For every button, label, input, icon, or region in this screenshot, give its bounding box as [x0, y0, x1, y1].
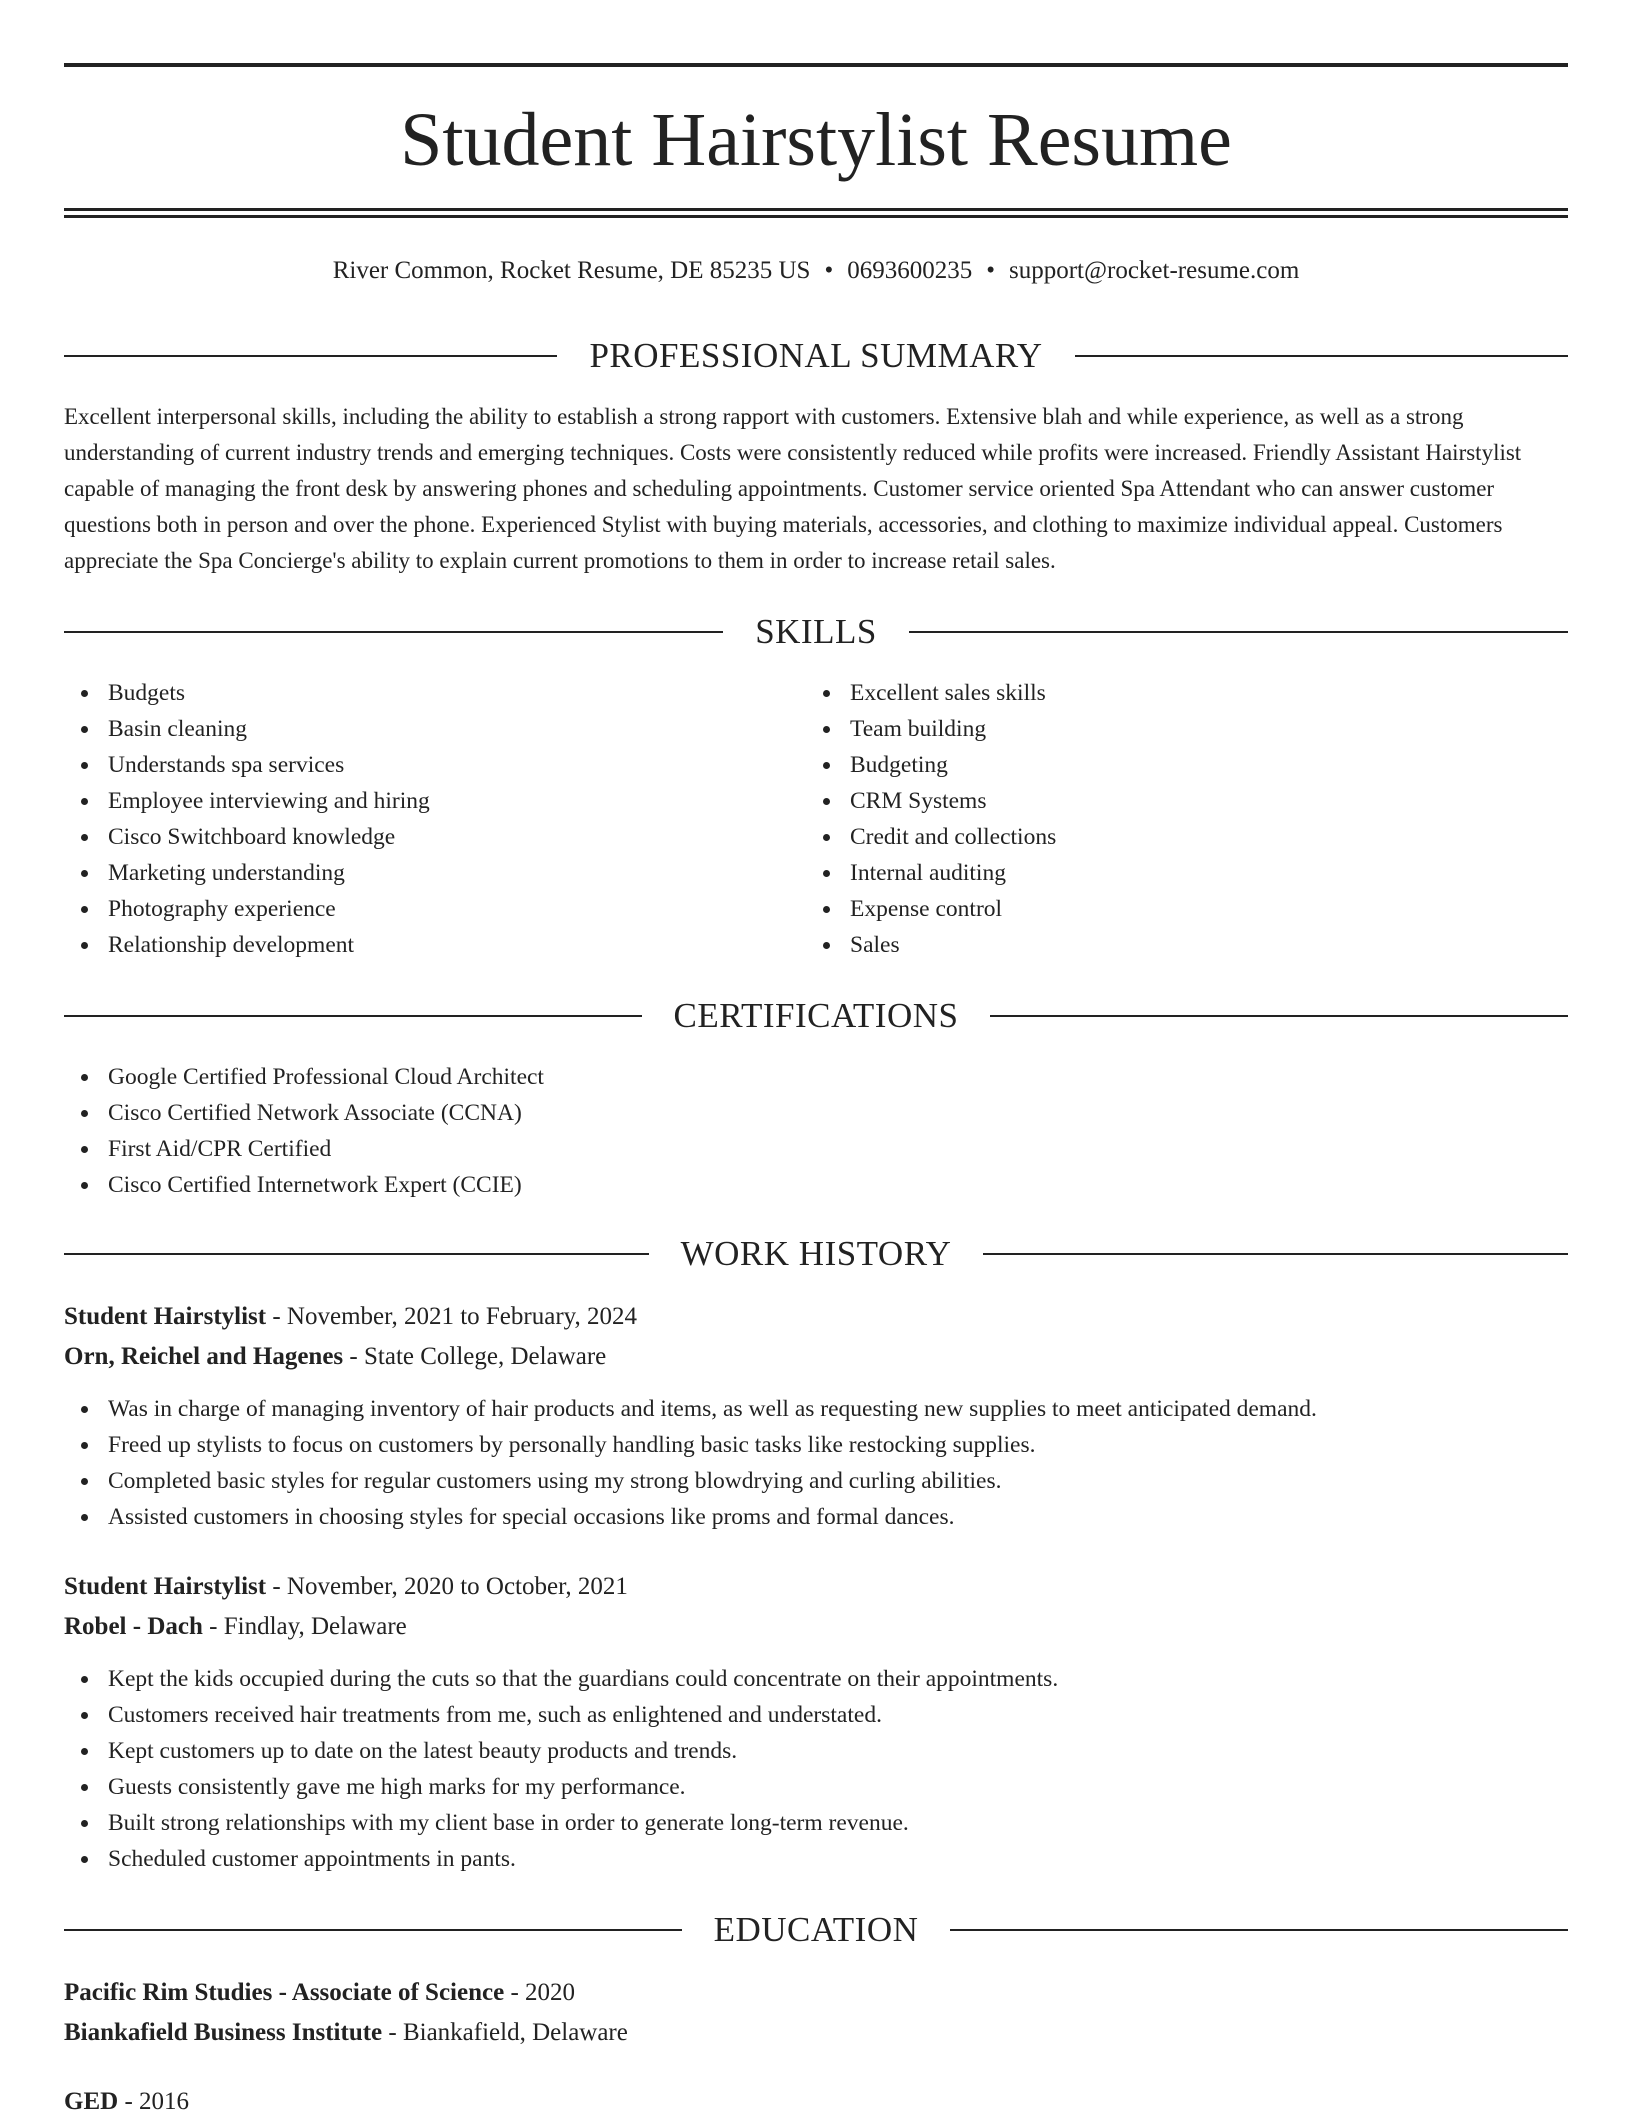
work-heading: [64, 1232, 1568, 1276]
job-title-line: [64, 1297, 1568, 1337]
title-rule-upper: [64, 208, 1568, 211]
job-title-line: [64, 1567, 1568, 1607]
skills-heading-label: SKILLS: [755, 612, 877, 651]
job-company: Orn, Reichel and Hagenes: [64, 1343, 344, 1370]
education-location: - Biankafield, Delaware: [382, 2019, 628, 2046]
contact-separator: •: [824, 257, 834, 284]
job-duty-item: Completed basic styles for regular customers using my strong blowdrying and curling abilities.: [64, 1463, 1568, 1499]
job-duties-list: [64, 1661, 1568, 1877]
job-duty-item: Built strong relationships with my client base in order to generate long-term revenue.: [64, 1805, 1568, 1841]
certifications-heading-label: CERTIFICATIONS: [673, 996, 959, 1035]
skill-item: Excellent sales skills: [806, 675, 1546, 711]
job-duty-item: Freed up stylists to focus on customers by personally handling basic tasks like restocking supplies.: [64, 1427, 1568, 1463]
skill-item: Employee interviewing and hiring: [64, 783, 804, 819]
job-company: Robel - Dach: [64, 1613, 203, 1640]
certification-item: Google Certified Professional Cloud Architect: [64, 1059, 1568, 1095]
skill-item: Budgeting: [806, 747, 1546, 783]
skill-item: Internal auditing: [806, 855, 1546, 891]
job-dates: - November, 2021 to February, 2024: [266, 1303, 638, 1330]
heading-rule: [990, 1015, 1568, 1017]
heading-rule: [1075, 355, 1568, 357]
certification-item: Cisco Certified Network Associate (CCNA): [64, 1095, 1568, 1131]
job-duty-item: Was in charge of managing inventory of hair products and items, as well as requesting new supplies to meet anticipated demand.: [64, 1391, 1568, 1427]
education-heading: [64, 1908, 1568, 1952]
skill-item: Basin cleaning: [64, 711, 804, 747]
job-title: Student Hairstylist: [64, 1303, 267, 1330]
skill-item: CRM Systems: [806, 783, 1546, 819]
heading-rule: [909, 631, 1568, 633]
certification-item: First Aid/CPR Certified: [64, 1131, 1568, 1167]
education-degree-line: [64, 1973, 1568, 2013]
contact-separator: •: [986, 257, 995, 284]
job-duty-item: Guests consistently gave me high marks for my performance.: [64, 1769, 1568, 1805]
skill-item: Team building: [806, 711, 1546, 747]
job-title: Student Hairstylist: [64, 1573, 267, 1600]
contact-line: [64, 254, 1568, 288]
job-duty-item: Assisted customers in choosing styles for special occasions like proms and formal dances.: [64, 1499, 1568, 1535]
job-duty-item: Customers received hair treatments from me, such as enlightened and understated.: [64, 1697, 1568, 1733]
work-heading-label: WORK HISTORY: [680, 1234, 952, 1273]
certifications-heading: [64, 994, 1568, 1038]
resume-title: Student Hairstylist Resume: [400, 98, 1232, 182]
job-duty-item: Kept the kids occupied during the cuts so that the guardians could concentrate on their appointments.: [64, 1661, 1568, 1697]
heading-rule: [64, 1015, 642, 1017]
skill-item: Photography experience: [64, 891, 804, 927]
skill-item: Sales: [806, 927, 1546, 963]
education-heading-label: EDUCATION: [713, 1910, 919, 1949]
title-rule-lower: [64, 215, 1568, 218]
heading-rule: [64, 1929, 682, 1931]
education-degree: GED: [64, 2088, 119, 2112]
contact-email: support@rocket-resume.com: [1008, 257, 1300, 284]
contact-phone: 0693600235: [847, 257, 973, 284]
job-duties-list: [64, 1391, 1568, 1535]
job-location: - State College, Delaware: [343, 1343, 607, 1370]
certification-item: Cisco Certified Internetwork Expert (CCIE): [64, 1167, 1568, 1203]
job-company-line: [64, 1337, 1568, 1377]
job-location: - Findlay, Delaware: [202, 1613, 407, 1640]
education-school: Biankafield Business Institute: [64, 2019, 383, 2046]
heading-rule: [64, 631, 723, 633]
skill-item: Understands spa services: [64, 747, 804, 783]
summary-heading: [64, 334, 1568, 378]
heading-rule: [64, 1253, 649, 1255]
summary-text: Excellent interpersonal skills, including the ability to establish a strong rapport with customers. Extensive blah and while experience, as well as a strong understanding of current industry trends and emerging techniques. Costs were consistently reduced while profits were increased. Friendly Assistant Hairstylist capable of managing the front desk by answering phones and scheduling appointments. Customer service oriented Spa Attendant who can answer customer questions both in person and over the phone. Experienced Stylist with buying materials, accessories, and clothing to maximize individual appeal. Customers appreciate the Spa Concierge's ability to explain current promotions to them in order to increase retail sales.: [64, 404, 1522, 573]
heading-rule: [983, 1253, 1568, 1255]
education-school-line: [64, 2013, 1568, 2053]
skills-heading: [64, 610, 1568, 654]
education-degree: Pacific Rim Studies - Associate of Science: [64, 1979, 505, 2006]
skill-item: Expense control: [806, 891, 1546, 927]
education-year: - 2016: [118, 2088, 190, 2112]
skill-item: Credit and collections: [806, 819, 1546, 855]
certifications-list: [64, 1059, 1568, 1203]
skill-item: Relationship development: [64, 927, 804, 963]
contact-address: River Common, Rocket Resume, DE 85235 US: [332, 257, 811, 284]
job-dates: - November, 2020 to October, 2021: [266, 1573, 628, 1600]
heading-rule: [64, 355, 557, 357]
skills-list-right: [806, 675, 1546, 963]
heading-rule: [950, 1929, 1568, 1931]
education-degree-line: [64, 2082, 1568, 2112]
skill-item: Budgets: [64, 675, 804, 711]
skill-item: Marketing understanding: [64, 855, 804, 891]
job-company-line: [64, 1607, 1568, 1647]
skill-item: Cisco Switchboard knowledge: [64, 819, 804, 855]
job-duty-item: Kept customers up to date on the latest beauty products and trends.: [64, 1733, 1568, 1769]
top-rule: [64, 63, 1568, 67]
job-duty-item: Scheduled customer appointments in pants.: [64, 1841, 1568, 1877]
summary-heading-label: PROFESSIONAL SUMMARY: [589, 336, 1043, 375]
education-year: - 2020: [504, 1979, 576, 2006]
skills-list-left: [64, 675, 804, 963]
